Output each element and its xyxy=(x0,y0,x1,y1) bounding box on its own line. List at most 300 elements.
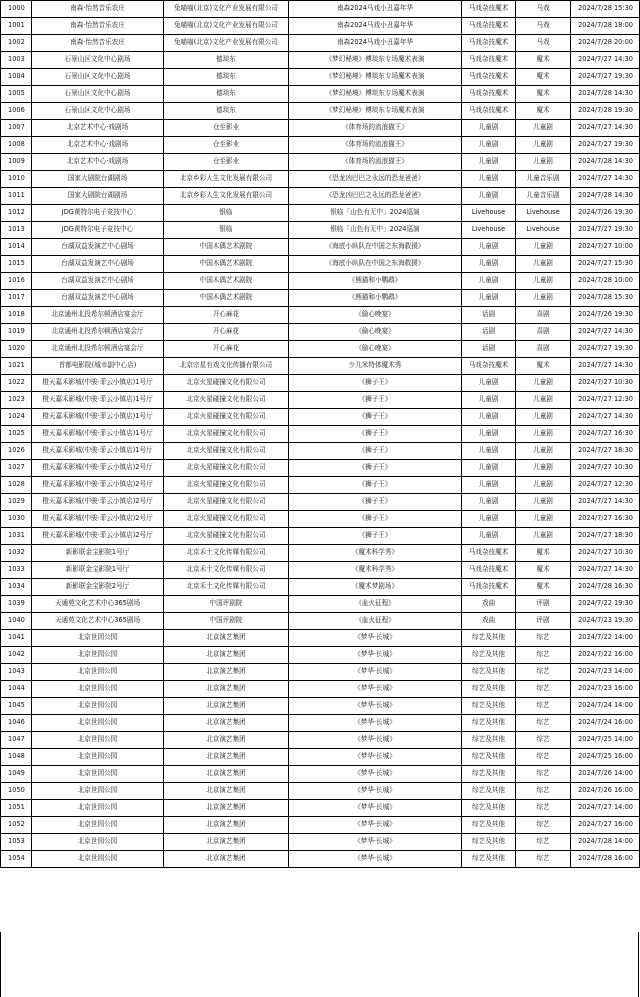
venue-cell: 北京通州北投希尔顿酒店宴会厅 xyxy=(32,307,164,324)
show-title-cell: 《梦华·长城》 xyxy=(289,630,462,647)
table-row xyxy=(1,630,640,647)
venue-cell: 北京世园公园 xyxy=(32,800,164,817)
record-number-cell: 1023 xyxy=(1,392,32,409)
datetime-cell: 2024/7/28 14:00 xyxy=(571,834,640,851)
record-number-cell: 1016 xyxy=(1,273,32,290)
organizer-cell: 北京演艺集团 xyxy=(164,834,289,851)
datetime-cell: 2024/7/28 15:30 xyxy=(571,1,640,18)
genre-cell: 儿童剧 xyxy=(516,273,571,290)
organizer-cell: 北京演艺集团 xyxy=(164,783,289,800)
datetime-cell: 2024/7/27 14:30 xyxy=(571,358,640,375)
venue-cell: 台湖双益发演艺中心剧场 xyxy=(32,290,164,307)
genre-cell: 儿童剧 xyxy=(516,494,571,511)
record-number-cell: 1029 xyxy=(1,494,32,511)
record-number-cell: 1001 xyxy=(1,18,32,35)
venue-cell: 北京世园公园 xyxy=(32,732,164,749)
category-cell: 综艺及其他 xyxy=(462,749,516,766)
genre-cell: 综艺 xyxy=(516,749,571,766)
datetime-cell: 2024/7/27 14:30 xyxy=(571,120,640,137)
venue-cell: 北京世园公园 xyxy=(32,749,164,766)
category-cell: 综艺及其他 xyxy=(462,766,516,783)
datetime-cell: 2024/7/27 12:30 xyxy=(571,477,640,494)
show-title-cell: 《狮子王》 xyxy=(289,426,462,443)
datetime-cell: 2024/7/27 10:30 xyxy=(571,375,640,392)
organizer-cell: 德琰东 xyxy=(164,52,289,69)
organizer-cell: 中国评剧院 xyxy=(164,613,289,630)
organizer-cell: 中国木偶艺术剧院 xyxy=(164,239,289,256)
venue-cell: 北京世园公园 xyxy=(32,630,164,647)
datetime-cell: 2024/7/26 19:30 xyxy=(571,205,640,222)
category-cell: 综艺及其他 xyxy=(462,817,516,834)
show-title-cell: 南森2024马戏小丑嘉年华 xyxy=(289,35,462,52)
datetime-cell: 2024/7/27 10:30 xyxy=(571,545,640,562)
genre-cell: 魔术 xyxy=(516,52,571,69)
record-number-cell: 1045 xyxy=(1,698,32,715)
table-row xyxy=(1,511,640,528)
table-row xyxy=(1,749,640,766)
genre-cell: 儿童剧 xyxy=(516,511,571,528)
table-row xyxy=(1,35,640,52)
show-title-cell: 《梦幻秘境》傅琰东专场魔术表演 xyxy=(289,69,462,86)
datetime-cell: 2024/7/26 14:00 xyxy=(571,766,640,783)
genre-cell: 儿童剧 xyxy=(516,375,571,392)
show-title-cell: 《狮子王》 xyxy=(289,511,462,528)
venue-cell: 天通苑文化艺术中心365剧场 xyxy=(32,613,164,630)
record-number-cell: 1042 xyxy=(1,647,32,664)
table-row xyxy=(1,69,640,86)
organizer-cell: 兔喵喵(北京)文化产业发展有限公司 xyxy=(164,35,289,52)
genre-cell: 综艺 xyxy=(516,851,571,868)
category-cell: 马戏杂技魔术 xyxy=(462,69,516,86)
show-title-cell: 《狮子王》 xyxy=(289,443,462,460)
record-number-cell: 1039 xyxy=(1,596,32,613)
table-row xyxy=(1,834,640,851)
genre-cell: 儿童剧 xyxy=(516,120,571,137)
venue-cell: 北京艺术中心·戏剧场 xyxy=(32,137,164,154)
venue-cell: 橙天嘉禾影城(中骏·菲云小镇店)1号厅 xyxy=(32,392,164,409)
genre-cell: 儿童剧 xyxy=(516,392,571,409)
table-row xyxy=(1,290,640,307)
venue-cell: 台湖双益发演艺中心剧场 xyxy=(32,273,164,290)
category-cell: 儿童剧 xyxy=(462,409,516,426)
record-number-cell: 1041 xyxy=(1,630,32,647)
genre-cell: 儿童剧 xyxy=(516,477,571,494)
datetime-cell: 2024/7/27 16:00 xyxy=(571,817,640,834)
organizer-cell: 北京宗星有戏文化传播有限公司 xyxy=(164,358,289,375)
datetime-cell: 2024/7/27 15:30 xyxy=(571,256,640,273)
genre-cell: 儿童剧 xyxy=(516,137,571,154)
category-cell: 儿童剧 xyxy=(462,528,516,545)
venue-cell: 国家大剧院台湖剧场 xyxy=(32,171,164,188)
record-number-cell: 1048 xyxy=(1,749,32,766)
record-number-cell: 1011 xyxy=(1,188,32,205)
organizer-cell: 德琰东 xyxy=(164,103,289,120)
record-number-cell: 1027 xyxy=(1,460,32,477)
datetime-cell: 2024/7/28 14:30 xyxy=(571,86,640,103)
genre-cell: Livehouse xyxy=(516,222,571,239)
organizer-cell: 北京演艺集团 xyxy=(164,732,289,749)
organizer-cell: 兔喵喵(北京)文化产业发展有限公司 xyxy=(164,18,289,35)
category-cell: Livehouse xyxy=(462,222,516,239)
show-title-cell: 《偷心晚宴》 xyxy=(289,324,462,341)
organizer-cell: 开心麻花 xyxy=(164,324,289,341)
genre-cell: 儿童剧 xyxy=(516,409,571,426)
datetime-cell: 2024/7/27 14:30 xyxy=(571,52,640,69)
record-number-cell: 1054 xyxy=(1,851,32,868)
datetime-cell: 2024/7/28 10:00 xyxy=(571,273,640,290)
venue-cell: 北京世园公园 xyxy=(32,766,164,783)
table-row xyxy=(1,698,640,715)
category-cell: 儿童剧 xyxy=(462,137,516,154)
organizer-cell: 北京演艺集团 xyxy=(164,681,289,698)
datetime-cell: 2024/7/28 19:30 xyxy=(571,103,640,120)
record-number-cell: 1031 xyxy=(1,528,32,545)
record-number-cell: 1007 xyxy=(1,120,32,137)
genre-cell: 儿童剧 xyxy=(516,426,571,443)
category-cell: 儿童剧 xyxy=(462,511,516,528)
table-row xyxy=(1,273,640,290)
organizer-cell: 北京乡彩人生文化发展有限公司 xyxy=(164,188,289,205)
organizer-cell: 北京火星碰撞文化有限公司 xyxy=(164,426,289,443)
genre-cell: 综艺 xyxy=(516,766,571,783)
record-number-cell: 1024 xyxy=(1,409,32,426)
venue-cell: 北京世园公园 xyxy=(32,681,164,698)
show-title-cell: 《狮子王》 xyxy=(289,494,462,511)
table-row xyxy=(1,52,640,69)
venue-cell: JDG黄特尔电子竞技中心 xyxy=(32,205,164,222)
category-cell: 马戏杂技魔术 xyxy=(462,562,516,579)
record-number-cell: 1012 xyxy=(1,205,32,222)
table-row xyxy=(1,171,640,188)
venue-cell: 石景山区文化中心剧场 xyxy=(32,52,164,69)
category-cell: 儿童剧 xyxy=(462,239,516,256)
genre-cell: 儿童剧 xyxy=(516,154,571,171)
record-number-cell: 1049 xyxy=(1,766,32,783)
show-title-cell: 《狮子王》 xyxy=(289,409,462,426)
table-row xyxy=(1,800,640,817)
datetime-cell: 2024/7/28 18:00 xyxy=(571,18,640,35)
record-number-cell: 1019 xyxy=(1,324,32,341)
genre-cell: 马戏 xyxy=(516,35,571,52)
show-title-cell: 《魔术科学秀》 xyxy=(289,562,462,579)
venue-cell: 南森·怡然音乐农庄 xyxy=(32,1,164,18)
table-row xyxy=(1,341,640,358)
genre-cell: 儿童剧 xyxy=(516,460,571,477)
show-title-cell: 《海底小纵队在中国之东海救援》 xyxy=(289,256,462,273)
category-cell: 马戏杂技魔术 xyxy=(462,52,516,69)
datetime-cell: 2024/7/27 19:30 xyxy=(571,69,640,86)
venue-cell: 北京世园公园 xyxy=(32,851,164,868)
category-cell: 马戏杂技魔术 xyxy=(462,579,516,596)
organizer-cell: 北京火星碰撞文化有限公司 xyxy=(164,392,289,409)
table-row xyxy=(1,851,640,868)
category-cell: 综艺及其他 xyxy=(462,630,516,647)
organizer-cell: 北京演艺集团 xyxy=(164,817,289,834)
datetime-cell: 2024/7/26 19:30 xyxy=(571,307,640,324)
genre-cell: 喜剧 xyxy=(516,324,571,341)
show-title-cell: 《梦华·长城》 xyxy=(289,647,462,664)
table-row xyxy=(1,817,640,834)
datetime-cell: 2024/7/23 19:30 xyxy=(571,613,640,630)
table-row xyxy=(1,766,640,783)
venue-cell: 天通苑文化艺术中心365剧场 xyxy=(32,596,164,613)
category-cell: 综艺及其他 xyxy=(462,783,516,800)
genre-cell: 评剧 xyxy=(516,613,571,630)
show-title-cell: 《梦华·长城》 xyxy=(289,800,462,817)
venue-cell: 北京通州北投希尔顿酒店宴会厅 xyxy=(32,341,164,358)
table-row xyxy=(1,358,640,375)
venue-cell: 北京世园公园 xyxy=(32,647,164,664)
organizer-cell: 德琰东 xyxy=(164,86,289,103)
category-cell: 马戏杂技魔术 xyxy=(462,545,516,562)
organizer-cell: 北京火星碰撞文化有限公司 xyxy=(164,511,289,528)
category-cell: 马戏杂技魔术 xyxy=(462,18,516,35)
genre-cell: 综艺 xyxy=(516,817,571,834)
table-row xyxy=(1,324,640,341)
venue-cell: 国家大剧院台湖剧场 xyxy=(32,188,164,205)
venue-cell: 北京艺术中心·戏剧场 xyxy=(32,154,164,171)
show-title-cell: 少儿米特体魔术秀 xyxy=(289,358,462,375)
category-cell: 儿童剧 xyxy=(462,443,516,460)
record-number-cell: 1015 xyxy=(1,256,32,273)
show-title-cell: 《熊猫和小鹦鹉》 xyxy=(289,273,462,290)
table-row xyxy=(1,783,640,800)
genre-cell: 喜剧 xyxy=(516,307,571,324)
category-cell: 马戏杂技魔术 xyxy=(462,35,516,52)
datetime-cell: 2024/7/27 14:30 xyxy=(571,171,640,188)
show-title-cell: 《梦华·长城》 xyxy=(289,766,462,783)
category-cell: 话剧 xyxy=(462,341,516,358)
category-cell: Livehouse xyxy=(462,205,516,222)
record-number-cell: 1003 xyxy=(1,52,32,69)
table-row xyxy=(1,596,640,613)
show-title-cell: 《魔术科学秀》 xyxy=(289,545,462,562)
table-row xyxy=(1,460,640,477)
datetime-cell: 2024/7/23 14:00 xyxy=(571,664,640,681)
datetime-cell: 2024/7/27 12:30 xyxy=(571,392,640,409)
genre-cell: 儿童剧 xyxy=(516,239,571,256)
venue-cell: 橙天嘉禾影城(中骏·菲云小镇店)2号厅 xyxy=(32,528,164,545)
datetime-cell: 2024/7/22 14:00 xyxy=(571,630,640,647)
datetime-cell: 2024/7/27 14:30 xyxy=(571,324,640,341)
venue-cell: 橙天嘉禾影城(中骏·菲云小镇店)1号厅 xyxy=(32,443,164,460)
category-cell: 综艺及其他 xyxy=(462,681,516,698)
genre-cell: 儿童音乐剧 xyxy=(516,188,571,205)
genre-cell: 综艺 xyxy=(516,681,571,698)
table-row xyxy=(1,528,640,545)
organizer-cell: 北京乡彩人生文化发展有限公司 xyxy=(164,171,289,188)
table-row xyxy=(1,681,640,698)
category-cell: 儿童剧 xyxy=(462,477,516,494)
category-cell: 戏曲 xyxy=(462,613,516,630)
category-cell: 儿童剧 xyxy=(462,120,516,137)
table-row xyxy=(1,443,640,460)
venue-cell: 橙天嘉禾影城(中骏·菲云小镇店)2号厅 xyxy=(32,477,164,494)
table-row xyxy=(1,137,640,154)
genre-cell: 儿童剧 xyxy=(516,528,571,545)
datetime-cell: 2024/7/22 16:00 xyxy=(571,647,640,664)
venue-cell: 南森·怡然音乐农庄 xyxy=(32,18,164,35)
organizer-cell: 北京演艺集团 xyxy=(164,630,289,647)
category-cell: 综艺及其他 xyxy=(462,698,516,715)
show-title-cell: 《海底小纵队在中国之东海救援》 xyxy=(289,239,462,256)
record-number-cell: 1051 xyxy=(1,800,32,817)
table-row xyxy=(1,188,640,205)
venue-cell: 北京艺术中心·戏剧场 xyxy=(32,120,164,137)
organizer-cell: 银临 xyxy=(164,205,289,222)
datetime-cell: 2024/7/27 14:30 xyxy=(571,562,640,579)
table-row xyxy=(1,732,640,749)
venue-cell: 北京通州北投希尔顿酒店宴会厅 xyxy=(32,324,164,341)
category-cell: 马戏杂技魔术 xyxy=(462,86,516,103)
organizer-cell: 北京演艺集团 xyxy=(164,664,289,681)
venue-cell: 橙天嘉禾影城(中骏·菲云小镇店)1号厅 xyxy=(32,426,164,443)
genre-cell: 综艺 xyxy=(516,630,571,647)
datetime-cell: 2024/7/28 16:00 xyxy=(571,851,640,868)
show-title-cell: 《狮子王》 xyxy=(289,460,462,477)
organizer-cell: 北京演艺集团 xyxy=(164,647,289,664)
record-number-cell: 1018 xyxy=(1,307,32,324)
venue-cell: 北京世园公园 xyxy=(32,698,164,715)
genre-cell: 魔术 xyxy=(516,103,571,120)
show-title-cell: 《梦华·长城》 xyxy=(289,749,462,766)
record-number-cell: 1047 xyxy=(1,732,32,749)
record-number-cell: 1030 xyxy=(1,511,32,528)
show-title-cell: 《梦华·长城》 xyxy=(289,681,462,698)
venue-cell: 北京世园公园 xyxy=(32,715,164,732)
genre-cell: 评剧 xyxy=(516,596,571,613)
record-number-cell: 1032 xyxy=(1,545,32,562)
category-cell: 马戏杂技魔术 xyxy=(462,1,516,18)
datetime-cell: 2024/7/28 14:30 xyxy=(571,188,640,205)
organizer-cell: 仓至影业 xyxy=(164,120,289,137)
genre-cell: 喜剧 xyxy=(516,341,571,358)
record-number-cell: 1008 xyxy=(1,137,32,154)
venue-cell: 石景山区文化中心剧场 xyxy=(32,86,164,103)
venue-cell: 北京世园公园 xyxy=(32,817,164,834)
category-cell: 马戏杂技魔术 xyxy=(462,358,516,375)
record-number-cell: 1021 xyxy=(1,358,32,375)
record-number-cell: 1013 xyxy=(1,222,32,239)
table-row xyxy=(1,664,640,681)
venue-cell: 北京世园公园 xyxy=(32,834,164,851)
venue-cell: 北京世园公园 xyxy=(32,783,164,800)
show-title-cell: 《梦华·长城》 xyxy=(289,834,462,851)
venue-cell: 台湖双益发演艺中心剧场 xyxy=(32,256,164,273)
empty-page-area xyxy=(0,932,639,997)
organizer-cell: 中国木偶艺术剧院 xyxy=(164,273,289,290)
category-cell: 戏曲 xyxy=(462,596,516,613)
show-title-cell: 《梦华·长城》 xyxy=(289,715,462,732)
datetime-cell: 2024/7/24 14:00 xyxy=(571,698,640,715)
show-title-cell: 银临「山色有无中」2024巡演 xyxy=(289,205,462,222)
venue-cell: JDG黄特尔电子竞技中心 xyxy=(32,222,164,239)
table-row xyxy=(1,1,640,18)
record-number-cell: 1052 xyxy=(1,817,32,834)
table-row xyxy=(1,154,640,171)
record-number-cell: 1053 xyxy=(1,834,32,851)
datetime-cell: 2024/7/28 20:00 xyxy=(571,35,640,52)
genre-cell: 综艺 xyxy=(516,698,571,715)
genre-cell: 魔术 xyxy=(516,579,571,596)
datetime-cell: 2024/7/27 10:00 xyxy=(571,239,640,256)
record-number-cell: 1028 xyxy=(1,477,32,494)
show-title-cell: 银临「山色有无中」2024巡演 xyxy=(289,222,462,239)
category-cell: 儿童剧 xyxy=(462,273,516,290)
table-row xyxy=(1,545,640,562)
organizer-cell: 开心麻花 xyxy=(164,307,289,324)
category-cell: 话剧 xyxy=(462,307,516,324)
datetime-cell: 2024/7/27 14:00 xyxy=(571,800,640,817)
datetime-cell: 2024/7/27 18:30 xyxy=(571,528,640,545)
record-number-cell: 1020 xyxy=(1,341,32,358)
show-title-cell: 《梦幻秘境》傅琰东专场魔术表演 xyxy=(289,103,462,120)
table-row xyxy=(1,256,640,273)
datetime-cell: 2024/7/26 16:00 xyxy=(571,783,640,800)
venue-cell: 橙天嘉禾影城(中骏·菲云小镇店)2号厅 xyxy=(32,494,164,511)
record-number-cell: 1026 xyxy=(1,443,32,460)
organizer-cell: 北京演艺集团 xyxy=(164,766,289,783)
table-row xyxy=(1,409,640,426)
record-number-cell: 1006 xyxy=(1,103,32,120)
show-title-cell: 《梦华·长城》 xyxy=(289,732,462,749)
organizer-cell: 北京演艺集团 xyxy=(164,715,289,732)
record-number-cell: 1044 xyxy=(1,681,32,698)
venue-cell: 首都电影院(城市副中心店) xyxy=(32,358,164,375)
organizer-cell: 北京火星碰撞文化有限公司 xyxy=(164,443,289,460)
table-row xyxy=(1,613,640,630)
datetime-cell: 2024/7/27 16:30 xyxy=(571,511,640,528)
datetime-cell: 2024/7/27 14:30 xyxy=(571,409,640,426)
show-title-cell: 南森2024马戏小丑嘉年华 xyxy=(289,1,462,18)
genre-cell: 马戏 xyxy=(516,18,571,35)
category-cell: 综艺及其他 xyxy=(462,834,516,851)
datetime-cell: 2024/7/28 15:30 xyxy=(571,290,640,307)
show-title-cell: 《梦华·长城》 xyxy=(289,664,462,681)
record-number-cell: 1046 xyxy=(1,715,32,732)
show-title-cell: 南森2024马戏小丑嘉年华 xyxy=(289,18,462,35)
show-title-cell: 《偷心晚宴》 xyxy=(289,307,462,324)
organizer-cell: 北京火星碰撞文化有限公司 xyxy=(164,528,289,545)
organizer-cell: 开心麻花 xyxy=(164,341,289,358)
table-row xyxy=(1,494,640,511)
venue-cell: 南森·怡然音乐农庄 xyxy=(32,35,164,52)
table-row xyxy=(1,205,640,222)
datetime-cell: 2024/7/27 16:30 xyxy=(571,426,640,443)
genre-cell: 魔术 xyxy=(516,86,571,103)
table-row xyxy=(1,647,640,664)
record-number-cell: 1043 xyxy=(1,664,32,681)
show-title-cell: 《熊猫和小鹦鹉》 xyxy=(289,290,462,307)
venue-cell: 北京世园公园 xyxy=(32,664,164,681)
organizer-cell: 北京演艺集团 xyxy=(164,800,289,817)
category-cell: 综艺及其他 xyxy=(462,715,516,732)
table-row xyxy=(1,477,640,494)
show-title-cell: 《狮子王》 xyxy=(289,392,462,409)
category-cell: 儿童剧 xyxy=(462,494,516,511)
table-row xyxy=(1,426,640,443)
datetime-cell: 2024/7/28 14:30 xyxy=(571,154,640,171)
category-cell: 儿童剧 xyxy=(462,392,516,409)
record-number-cell: 1010 xyxy=(1,171,32,188)
table-row xyxy=(1,715,640,732)
genre-cell: 儿童剧 xyxy=(516,256,571,273)
organizer-cell: 仓至影业 xyxy=(164,137,289,154)
category-cell: 儿童剧 xyxy=(462,256,516,273)
genre-cell: 综艺 xyxy=(516,834,571,851)
show-title-cell: 《魔术梦剧场》 xyxy=(289,579,462,596)
venue-cell: 石景山区文化中心剧场 xyxy=(32,69,164,86)
